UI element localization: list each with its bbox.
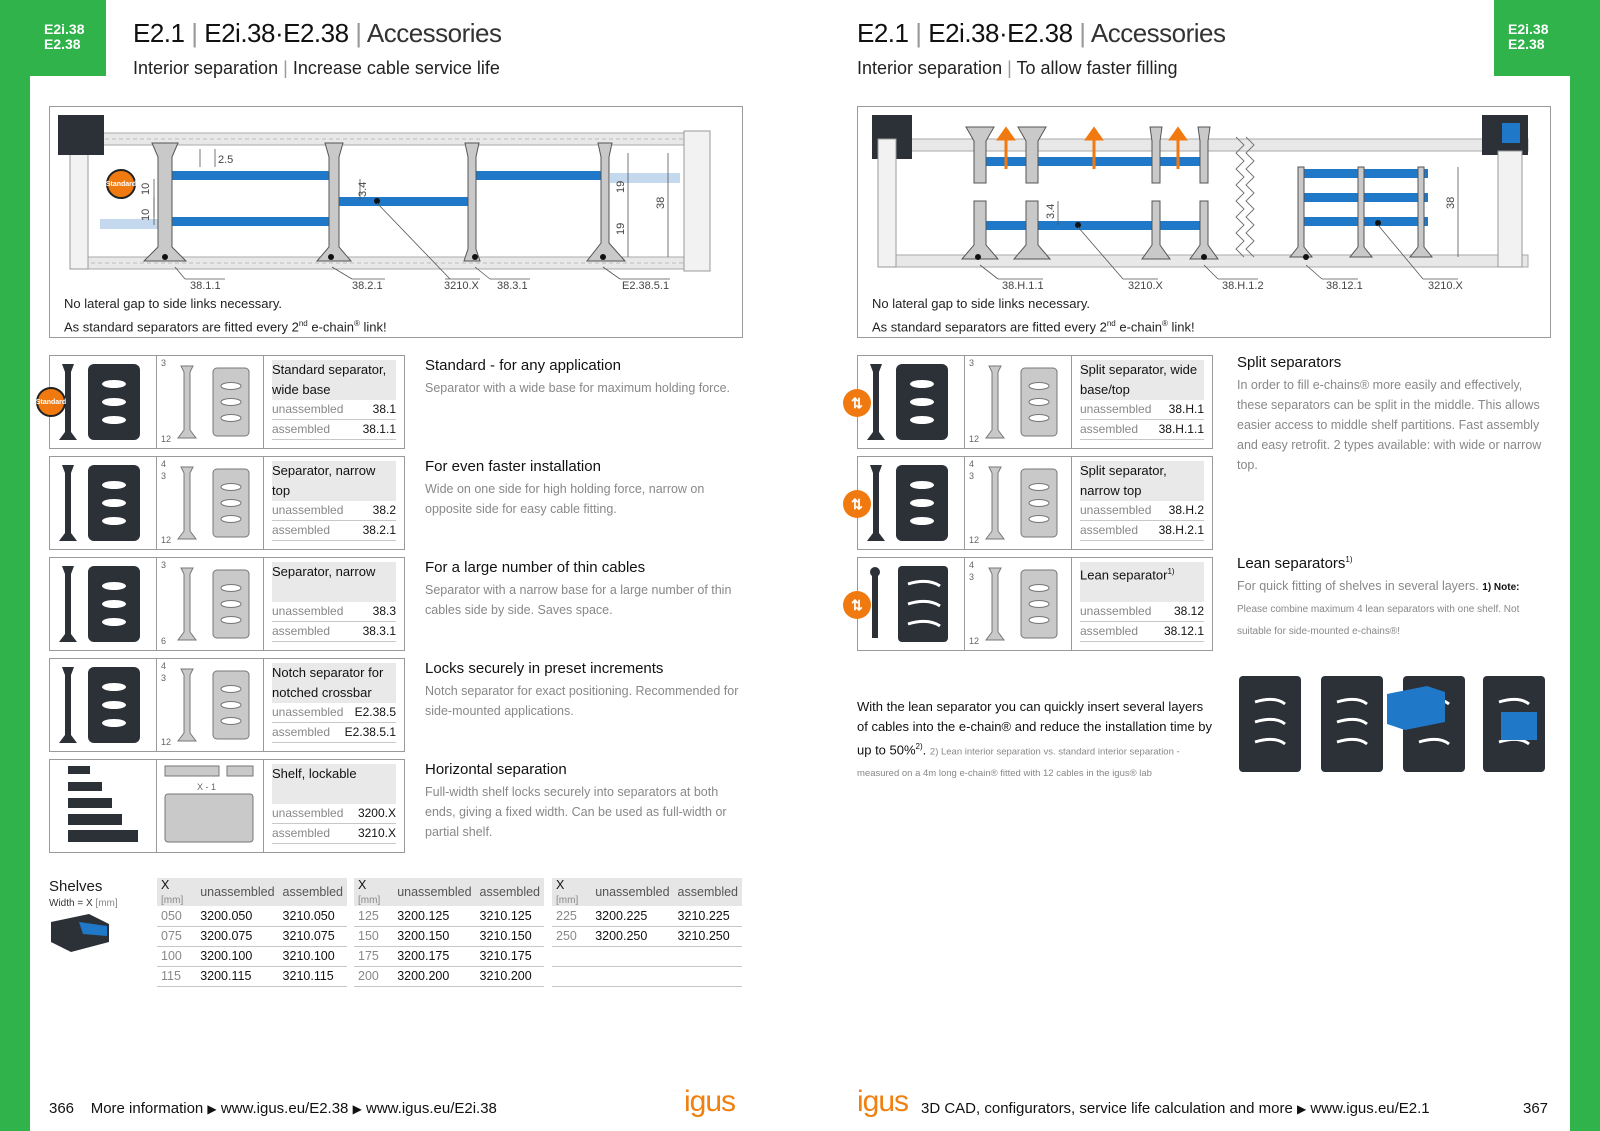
right-diagram-note: No lateral gap to side links necessary. As standard separators are fitted every 2nd e-chain® link!: [872, 296, 1195, 335]
standard-badge: Standard: [106, 169, 136, 199]
shelves-table: [552, 878, 742, 987]
split-icon: ⇅: [843, 389, 871, 417]
col-assembled: assembled: [674, 878, 742, 906]
drawing-dimension: 12: [969, 434, 980, 444]
table-row: 225 3200.225 3210.225: [552, 906, 742, 926]
shelf-photo: [49, 912, 111, 958]
col-x: X [mm]: [354, 878, 393, 906]
unassembled-row: unassembled 38.H.1: [1080, 400, 1204, 420]
product-photo: [858, 558, 965, 650]
assembled-row: assembled 3210.X: [272, 824, 396, 844]
link-e2-1[interactable]: www.igus.eu/E2.1: [1310, 1100, 1430, 1117]
drawing-dimension: 4: [969, 560, 975, 570]
product-row: [49, 355, 405, 449]
product-photo: [858, 356, 965, 448]
left-footer: 366 More information ▶ www.igus.eu/E2.38 ▶ www.igus.eu/E2i.38: [49, 1100, 497, 1117]
table-row: [552, 966, 742, 986]
assembled-row: assembled 38.2.1: [272, 521, 396, 541]
product-name: Split separator, narrow top: [1080, 461, 1204, 501]
product-drawing: [157, 760, 264, 852]
left-page-subtitle: Interior separation | Increase cable service life: [133, 58, 500, 78]
product-spec: [264, 760, 404, 852]
part-number: 38.12.1: [1163, 624, 1204, 638]
product-heading: For a large number of thin cables: [425, 559, 646, 576]
product-row: [857, 456, 1213, 550]
table-row: 075 3200.075 3210.075: [157, 926, 347, 946]
label-r-3210-x-a: 3210.X: [1128, 280, 1163, 292]
product-photo: [50, 457, 157, 549]
drawing-dimension: 12: [969, 636, 980, 646]
dim-3-4: 3.4: [357, 181, 369, 197]
drawing-dimension: 12: [161, 535, 172, 545]
product-drawing: [157, 356, 264, 448]
part-number: 3200.X: [357, 806, 396, 820]
standard-badge-row: Standard: [36, 387, 66, 417]
product-description: [425, 458, 745, 519]
product-photo: [50, 760, 157, 852]
product-heading: For even faster installation: [425, 458, 601, 475]
product-heading: Locks securely in preset increments: [425, 660, 664, 677]
table-row: 125 3200.125 3210.125: [354, 906, 544, 926]
col-x: X [mm]: [157, 878, 196, 906]
assembled-row: assembled 38.3.1: [272, 622, 396, 642]
product-name: Separator, narrow: [272, 562, 396, 602]
assembled-row: assembled E2.38.5.1: [272, 723, 396, 743]
split-icon: ⇅: [843, 490, 871, 518]
assembled-row: assembled 38.1.1: [272, 420, 396, 440]
product-text: Notch separator for exact positioning. Recommended for side-mounted applications.: [425, 684, 739, 718]
assembled-row: assembled 38.H.1.1: [1080, 420, 1204, 440]
product-drawing: [157, 659, 264, 751]
label-38-3-1: 38.3.1: [497, 280, 528, 292]
label-e2-38-5-1: E2.38.5.1: [622, 280, 670, 292]
col-unassembled: unassembled: [591, 878, 673, 906]
table-row: 250 3200.250 3210.250: [552, 926, 742, 946]
shelves-title: Shelves: [49, 878, 103, 895]
dim-38: 38: [655, 196, 667, 209]
product-row: [49, 557, 405, 651]
product-drawing: [157, 457, 264, 549]
product-drawing: [965, 457, 1072, 549]
label-38-12-1: 38.12.1: [1326, 280, 1363, 292]
dim-10b: 10: [140, 208, 152, 221]
right-page-green-edge: [1570, 0, 1600, 1131]
drawing-dimension: 12: [969, 535, 980, 545]
shelves-table: [157, 878, 347, 987]
unassembled-row: unassembled 38.12: [1080, 602, 1204, 622]
col-unassembled: unassembled: [393, 878, 475, 906]
dim-19a: 19: [615, 180, 627, 193]
drawing-dimension: 4: [161, 661, 167, 671]
drawing-dimension: 3: [161, 471, 167, 481]
label-r-3210-x-b: 3210.X: [1428, 280, 1463, 292]
product-row: [49, 456, 405, 550]
dim-19b: 19: [615, 222, 627, 235]
table-row: 150 3200.150 3210.150: [354, 926, 544, 946]
product-name: Notch separator for notched crossbar: [272, 663, 396, 703]
product-drawing: [157, 558, 264, 650]
product-heading: Horizontal separation: [425, 761, 567, 778]
dim-10a: 10: [140, 182, 152, 195]
unassembled-row: unassembled 38.1: [272, 400, 396, 420]
drawing-dimension: 4: [161, 459, 167, 469]
part-number: 38.H.1.1: [1158, 422, 1204, 436]
product-spec: [264, 659, 404, 751]
part-number: 38.1.1: [362, 422, 396, 436]
left-series-tab: E2i.38 E2.38: [30, 0, 106, 76]
col-assembled: assembled: [279, 878, 347, 906]
label-38-1-1: 38.1.1: [190, 280, 221, 292]
assembled-row: assembled 38.H.2.1: [1080, 521, 1204, 541]
split-icon: ⇅: [843, 591, 871, 619]
part-number: 38.1: [372, 402, 396, 416]
part-number: 3210.X: [357, 826, 396, 840]
right-page-title: E2.1 | E2i.38·E2.38 | Accessories: [857, 18, 1226, 48]
drawing-dimension: 3: [969, 471, 975, 481]
right-footer: 3D CAD, configurators, service life calculation and more ▶ www.igus.eu/E2.1: [921, 1100, 1430, 1117]
drawing-dimension: 3: [161, 358, 167, 368]
product-name: Lean separator$^{1)}$: [1080, 562, 1204, 602]
product-spec: [1072, 356, 1212, 448]
drawing-dimension: 3: [969, 572, 975, 582]
right-page-subtitle: Interior separation | To allow faster filling: [857, 58, 1178, 78]
product-name: Split separator, wide base/top: [1080, 360, 1204, 400]
table-row: 115 3200.115 3210.115: [157, 966, 347, 986]
split-separators-desc: Split separators In order to fill e-chains® more easily and effectively, these separators can be split in the middle. This allows easier access to middle shelf partitions. Fast assembly and easy retrofit. 2 types available: with wide or narrow top.: [1237, 354, 1542, 472]
shelves-table: [354, 878, 544, 987]
product-description: [425, 761, 745, 842]
label-38-2-1: 38.2.1: [352, 280, 383, 292]
assembled-row: assembled 38.12.1: [1080, 622, 1204, 642]
part-number: 38.12: [1173, 604, 1204, 618]
drawing-dimension: X - 1: [197, 782, 217, 792]
dim-r-38: 38: [1445, 196, 1457, 209]
drawing-dimension: 4: [969, 459, 975, 469]
left-page-green-edge: [0, 0, 30, 1131]
igus-logo-right: igus: [857, 1085, 909, 1118]
dim-2-5: 2.5: [218, 154, 234, 166]
dim-r-3-4: 3.4: [1045, 203, 1057, 219]
link-e2i-38[interactable]: www.igus.eu/E2i.38: [365, 1100, 497, 1117]
product-drawing: [965, 558, 1072, 650]
product-description: [425, 357, 745, 398]
drawing-dimension: 3: [969, 358, 975, 368]
table-row: 175 3200.175 3210.175: [354, 946, 544, 966]
unassembled-row: unassembled 38.H.2: [1080, 501, 1204, 521]
product-spec: [1072, 457, 1212, 549]
product-spec: [264, 457, 404, 549]
part-number: E2.38.5: [354, 705, 396, 719]
left-diagram-note: No lateral gap to side links necessary. As standard separators are fitted every 2nd e-chain® link!: [64, 296, 387, 335]
product-name: Separator, narrow top: [272, 461, 396, 501]
product-text: Separator with a narrow base for a large number of thin cables side by side. Saves space.: [425, 583, 732, 617]
shelves-width-label: Width = X [mm]: [49, 898, 118, 909]
label-3210-x: 3210.X: [444, 280, 479, 292]
product-row: [857, 557, 1213, 651]
table-row: 050 3200.050 3210.050: [157, 906, 347, 926]
link-e2-38[interactable]: www.igus.eu/E2.38: [220, 1100, 349, 1117]
product-row: [49, 658, 405, 752]
part-number: 38.2: [372, 503, 396, 517]
product-name: Shelf, lockable: [272, 764, 396, 804]
part-number: 38.2.1: [362, 523, 396, 537]
col-unassembled: unassembled: [196, 878, 278, 906]
part-number: 38.H.2.1: [1158, 523, 1204, 537]
col-x: X [mm]: [552, 878, 591, 906]
product-name: Standard separator, wide base: [272, 360, 396, 400]
igus-logo-left: igus: [684, 1085, 736, 1118]
table-row: 100 3200.100 3210.100: [157, 946, 347, 966]
lean-info-text: With the lean separator you can quickly insert several layers of cables into the e-chain® and reduce the installation time by up to 50%$^{2)}$. 2) Lean interior separation vs. standard interior separation - measured on a 4m long e-chain® fitted with 12 cables in the igus® lab: [857, 699, 1213, 780]
right-series-tab: E2i.38 E2.38: [1494, 0, 1570, 76]
lean-separators-desc: Lean separators$^{1)}$ For quick fitting of shelves in several layers. 1) Note: Please combine maximum 4 lean separators with one shelf. Not suitable for side-mounted e-chains®!: [1237, 555, 1520, 637]
product-row: [49, 759, 405, 853]
lean-separator-photos: [1237, 672, 1545, 776]
part-number: 38.H.2: [1168, 503, 1204, 517]
product-text: Full-width shelf locks securely into separators at both ends, giving a fixed width. Can be used as full-width or partial shelf.: [425, 785, 727, 839]
product-photo: [858, 457, 965, 549]
product-row: [857, 355, 1213, 449]
part-number: 38.3.1: [362, 624, 396, 638]
label-38-h-1-1: 38.H.1.1: [1002, 280, 1044, 292]
unassembled-row: unassembled 38.3: [272, 602, 396, 622]
product-photo: [50, 659, 157, 751]
drawing-dimension: 3: [161, 560, 167, 570]
label-38-h-1-2: 38.H.1.2: [1222, 280, 1264, 292]
left-page-title: E2.1 | E2i.38·E2.38 | Accessories: [133, 18, 502, 48]
left-page-number: 366: [49, 1100, 75, 1117]
product-spec: [264, 558, 404, 650]
part-number: 38.H.1: [1168, 402, 1204, 416]
product-description: [425, 660, 745, 721]
product-description: [425, 559, 745, 620]
col-assembled: assembled: [476, 878, 544, 906]
part-number: 38.3: [372, 604, 396, 618]
product-heading: Standard - for any application: [425, 357, 621, 374]
product-text: Wide on one side for high holding force, narrow on opposite side for easy cable fitting.: [425, 482, 705, 516]
table-row: 200 3200.200 3210.200: [354, 966, 544, 986]
product-drawing: [965, 356, 1072, 448]
product-spec: [264, 356, 404, 448]
drawing-dimension: 12: [161, 434, 172, 444]
drawing-dimension: 6: [161, 636, 167, 646]
unassembled-row: unassembled E2.38.5: [272, 703, 396, 723]
table-row: [552, 946, 742, 966]
part-number: E2.38.5.1: [344, 725, 396, 739]
product-spec: [1072, 558, 1212, 650]
unassembled-row: unassembled 3200.X: [272, 804, 396, 824]
product-photo: [50, 558, 157, 650]
unassembled-row: unassembled 38.2: [272, 501, 396, 521]
drawing-dimension: 12: [161, 737, 172, 747]
drawing-dimension: 3: [161, 673, 167, 683]
product-text: Separator with a wide base for maximum holding force.: [425, 381, 731, 395]
right-page-number: 367: [1523, 1100, 1549, 1117]
